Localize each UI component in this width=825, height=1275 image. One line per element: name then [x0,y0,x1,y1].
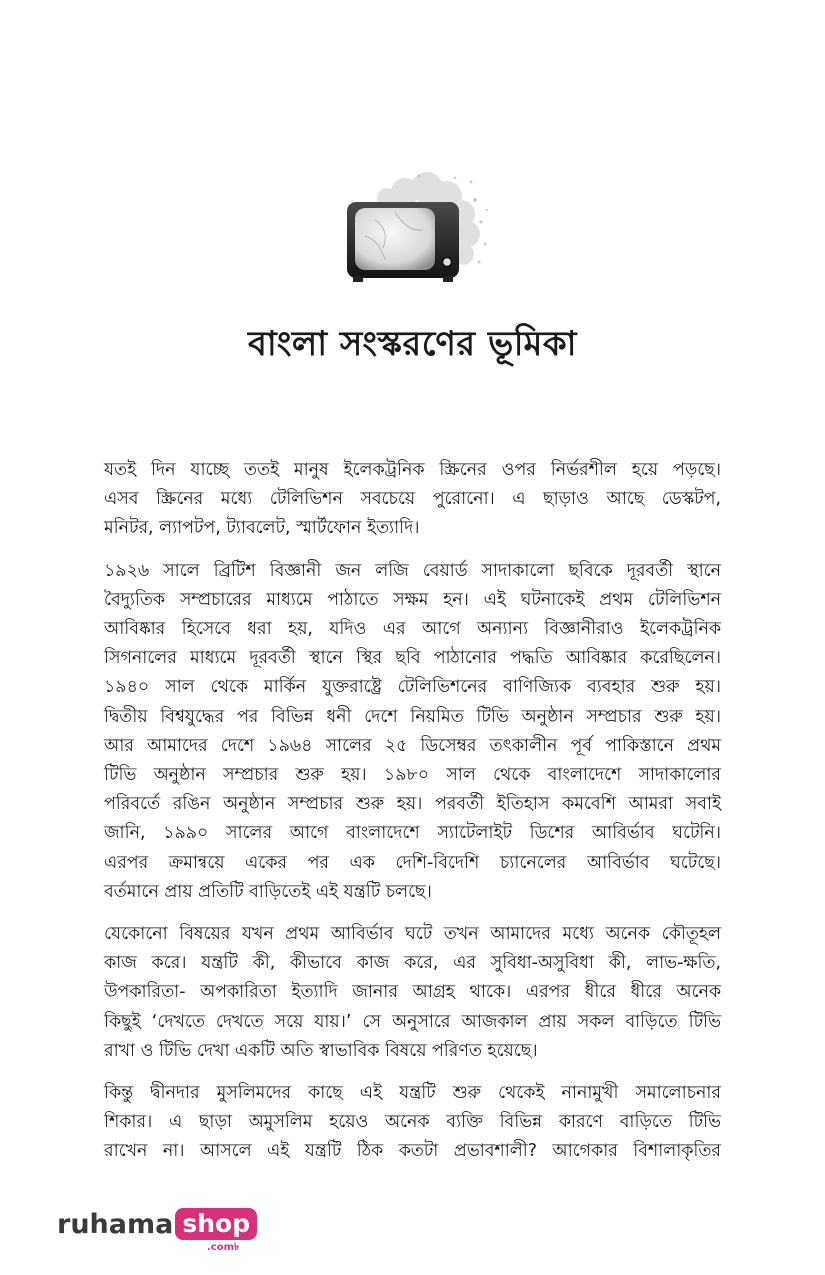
text-line: আর আমাদের দেশে ১৯৬৪ সালের ২৫ ডিসেম্বর তৎকালীন পূর্ব পাকিস্তানে প্রথম [104,735,721,756]
text-line: মনিটর, ল্যাপটপ, ট্যাবলেট, স্মার্টফোন ইত্যাদি। [104,518,420,539]
logo-text-ruhama: ruhama [57,1209,174,1240]
text-line: ১৯২৬ সালে ব্রিটিশ বিজ্ঞানী জন লজি বেয়ার্ড সাদাকালো ছবিকে দূরবর্তী স্থানে [104,560,721,581]
text-line: সিগনালের মাধ্যমে দূরবর্তী স্থানে স্থির ছবি পাঠানোর পদ্ধতি আবিষ্কার করেছিলেন। [104,648,721,669]
text-line: বৈদ্যুতিক সম্প্রচারের মাধ্যমে পাঠাতে সক্ষম হন। এই ঘটনাকেই প্রথম টেলিভিশন [104,589,721,610]
page-title: বাংলা সংস্করণের ভূমিকা [247,324,578,364]
text-line: রাখা ও টিভি দেখা একটি অতি স্বাভাবিক বিষয়ে পরিণত হয়েছে। [104,1040,538,1061]
text-line: শিকার। এ ছাড়া অমুসলিম হয়েও অনেক ব্যক্তি বিভিন্ন কারণে বাড়িতে টিভি [104,1112,721,1133]
text-line: কিছুই ‘দেখতে দেখতে সয়ে যায়।’ সে অনুসারে আজকাল প্রায় সকল বাড়িতে টিভি [104,1011,721,1032]
paragraph-4 [104,1079,721,1167]
text-line: এরপর ক্রমান্বয়ে একের পর এক দেশি-বিদেশি চ্যানেলের আবির্ভাব ঘটেছে। [104,852,721,873]
paragraph-3 [104,920,721,1066]
text-line: বর্তমানে প্রায় প্রতিটি বাড়িতেই এই যন্ত্রটি চলছে। [104,881,432,902]
text-line: উপকারিতা- অপকারিতা ইত্যাদি জানার আগ্রহ থাকে। এরপর ধীরে ধীরে অনেক [104,982,721,1003]
logo-domain-suffix: .com৳ [207,1242,239,1253]
text-line: ১৯৪০ সাল থেকে মার্কিন যুক্তরাষ্ট্রে টেলিভিশনের বাণিজ্যিক ব্যবহার শুরু হয়। [104,677,721,698]
retro-tv-icon [335,170,495,290]
logo-text-shop: shop [175,1208,257,1240]
paragraph-2 [104,557,721,907]
text-line: কিন্তু দ্বীনদার মুসলিমদের কাছে এই যন্ত্রটি শুরু থেকেই নানামুখী সমালোচনার [104,1083,721,1104]
text-line: আবিষ্কার হিসেবে ধরা হয়, যদিও এর আগে অন্যান্য বিজ্ঞানীরাও ইলেকট্রনিক [104,619,721,640]
text-line: কাজ করে। যন্ত্রটি কী, কীভাবে কাজ করে, এর সুবিধা-অসুবিধা কী, লাভ-ক্ষতি, [104,953,721,974]
text-line: জানি, ১৯৯০ সালের আগে বাংলাদেশে স্যাটেলাইট ডিশের আবির্ভাব ঘটেনি। [104,823,721,844]
text-line: টিভি অনুষ্ঠান সম্প্রচার শুরু হয়। ১৯৮০ সাল থেকে বাংলাদেশে সাদাকালোর [104,765,721,786]
body-text [104,456,721,1180]
text-line: পরিবর্তে রঙিন অনুষ্ঠান সম্প্রচার শুরু হয়। পরবর্তী ইতিহাস কমবেশি আমরা সবাই [104,794,721,815]
text-line: দ্বিতীয় বিশ্বযুদ্ধের পর বিভিন্ন ধনী দেশে নিয়মিত টিভি অনুষ্ঠান সম্প্রচার শুরু হয়। [104,706,721,727]
text-line: এসব স্ক্রিনের মধ্যে টেলিভিশন সবচেয়ে পুরোনো। এ ছাড়াও আছে ডেস্কটপ, [104,489,721,510]
text-line: যতই দিন যাচ্ছে ততই মানুষ ইলেকট্রনিক স্ক্রিনের ওপর নির্ভরশীল হয়ে পড়ছে। [104,460,721,480]
text-line: যেকোনো বিষয়ের যখন প্রথম আবির্ভাব ঘটে তখন আমাদের মধ্যে অনেক কৌতূহল [104,924,721,945]
publisher-logo [57,1208,257,1253]
paragraph-1 [104,456,721,544]
text-line: রাখেন না। আসলে এই যন্ত্রটি ঠিক কতটা প্রভাবশালী? আগেকার বিশালাকৃতির [104,1141,721,1162]
